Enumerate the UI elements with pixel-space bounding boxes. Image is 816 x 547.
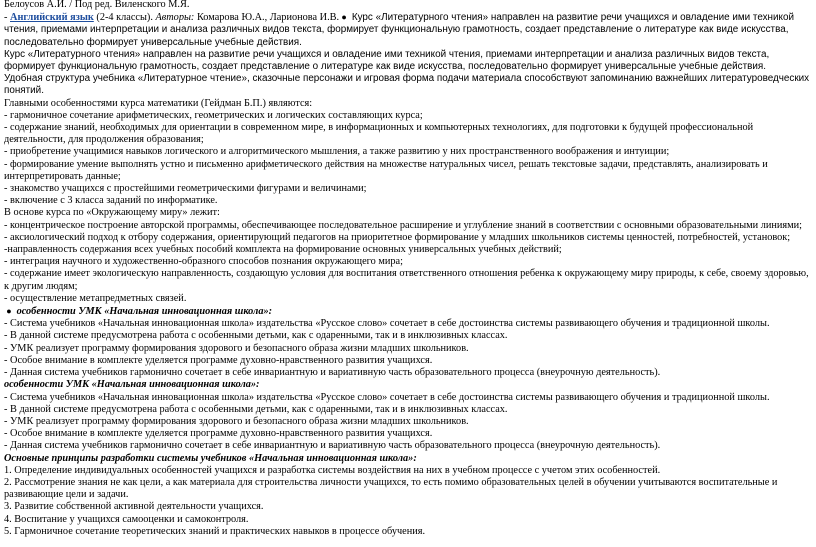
world-heading: В основе курса по «Окружающему миру» лежит: <box>4 207 220 219</box>
world-item: - концентрическое построение авторской программы, обеспечивающее последовательное расширение и углубление знаний в соответствии с основными образовательными линиями; <box>4 219 803 231</box>
principle-item: 1. Определение индивидуальных особенностей учащихся и разработка системы воздействия на них в учебном процессе с учетом этих особенностей. <box>4 464 661 476</box>
english-language-link[interactable]: Английский язык <box>10 12 94 24</box>
umk-item: - Система учебников «Начальная инновационная школа» издательства «Русское слово» сочетает в себе достоинства системы развивающего обучения и традиционной школы. <box>4 391 770 403</box>
english-course-line <box>4 11 812 49</box>
literature-paragraph: Курс «Литературного чтения» направлен на развитие речи учащихся и овладение ими техникой чтения, приемами интерпретации и анализа различных видов текста, формирует функциональную грамотность, создает представление о литературе как виде искусства, последовательно формирует универсальные учебные действия. <box>4 48 770 73</box>
bullet-icon: ● <box>341 12 347 23</box>
authors-label: Авторы: <box>155 12 195 24</box>
principle-item: 3. Развитие собственной активной деятельности учащихся. <box>4 501 264 513</box>
principle-item: 5. Гармоничное сочетание теоретических знаний и практических навыков в процессе обучения. <box>4 525 426 537</box>
math-item: - знакомство учащихся с простейшими геометрическими фигурами и величинами; <box>4 183 367 195</box>
umk-item: - Данная система учебников гармонично сочетает в себе инвариантную и вариативную часть образовательного процесса (внеурочную деятельность). <box>4 440 661 452</box>
math-heading: Главными особенностями курса математики (Гейдман Б.П.) являются: <box>4 97 313 109</box>
umk-heading-2: особенности УМК «Начальная инновационная школа»: <box>4 379 260 391</box>
grades-text: (2-4 классы). <box>93 12 156 24</box>
world-item: - интеграция научного и художественно-образного способов познания окружающего мира; <box>4 256 403 268</box>
textbook-structure-paragraph: Удобная структура учебника «Литературное чтение», сказочные персонажи и игровая форма подачи материала способствуют запоминанию важнейших литературоведческих понятий. <box>4 73 810 97</box>
umk-item: - В данной системе предусмотрена работа с особенными детьми, как с одаренными, так и в инклюзивных классах. <box>4 403 508 415</box>
umk-item: - В данной системе предусмотрена работа с особенными детьми, как с одаренными, так и в инклюзивных классах. <box>4 330 508 342</box>
umk-item: - УМК реализует программу формирования здорового и безопасного образа жизни младших школьников. <box>4 415 469 427</box>
principle-item: 2. Рассмотрение знания не как цели, а как материала для строительства личности учащихся, то есть помимо образовательных целей в обучении учитываются воспитательные и развивающие цели и задачи. <box>4 476 778 501</box>
umk-item: - Система учебников «Начальная инновационная школа» издательства «Русское слово» сочетает в себе достоинства системы развивающего обучения и традиционной школы. <box>4 318 770 330</box>
world-item: - осуществление метапредметных связей. <box>4 292 187 304</box>
bullet-icon: ● <box>6 306 12 317</box>
dash: - <box>4 12 11 24</box>
umk-item: - УМК реализует программу формирования здорового и безопасного образа жизни младших школьников. <box>4 342 469 354</box>
math-item: - гармоничное сочетание арифметических, геометрических и логических составляющих курса; <box>4 109 423 121</box>
math-item: - формирование умение выполнять устно и письменно арифметического действия на множестве натуральных чисел, решать текстовые задачи, представлять, анализировать и интерпретировать данные; <box>4 158 768 182</box>
literature-course-text: Курс «Литературного чтения» направлен на развитие речи учащихся и овладение ими техникой чтения, приемами интерпретации и анализа различных видов текста, формирует функциональную грамотность, создает представление о литературе как виде искусства, последовательно формирует универсальные учебные действия. <box>4 12 794 48</box>
umk-item: - Особое внимание в комплекте уделяется программе духовно-нравственного развития учащихся. <box>4 428 433 440</box>
math-item: - приобретение учащимися навыков логического и алгоритмического мышления, а также развитию у них пространственного воображения и интуиции; <box>4 146 670 158</box>
math-item: - содержание знаний, необходимых для ориентации в современном мире, в информационных и компьютерных технологиях, для подготовки к будущей профессиональной деятельности, для продолжения образования; <box>4 122 754 146</box>
umk-heading-text: особенности УМК «Начальная инновационная школа»: <box>14 306 273 318</box>
principles-heading: Основные принципы разработки системы учебников «Начальная инновационная школа»: <box>4 452 417 464</box>
world-item: - содержание имеет экологическую направленность, создающую условия для воспитания ответственного отношения ребенка к окружающему миру природы, к себе, своему здоровью, к другим людям; <box>4 268 809 292</box>
umk-item: - Особое внимание в комплекте уделяется программе духовно-нравственного развития учащихся. <box>4 354 433 366</box>
principle-item: 4. Воспитание у учащихся самооценки и самоконтроля. <box>4 513 249 525</box>
author-line: Белоусов А.И. / Под ред. Виленского М.Я. <box>4 0 190 10</box>
umk-item: - Данная система учебников гармонично сочетает в себе инвариантную и вариативную часть образовательного процесса (внеурочную деятельность). <box>4 367 661 379</box>
world-item: -направленность содержания всех учебных пособий комплекта на формирование основных универсальных учебных действий; <box>4 244 562 256</box>
math-item: - включение с 3 класса заданий по информатике. <box>4 195 218 207</box>
umk-heading <box>4 305 812 318</box>
authors-text: Комарова Ю.А., Ларионова И.В. <box>194 12 340 24</box>
world-item: - аксиологический подход к отбору содержания, ориентирующий педагогов на приоритетное формирование у младших школьников системы ценностей, потребностей, установок; <box>4 231 791 243</box>
